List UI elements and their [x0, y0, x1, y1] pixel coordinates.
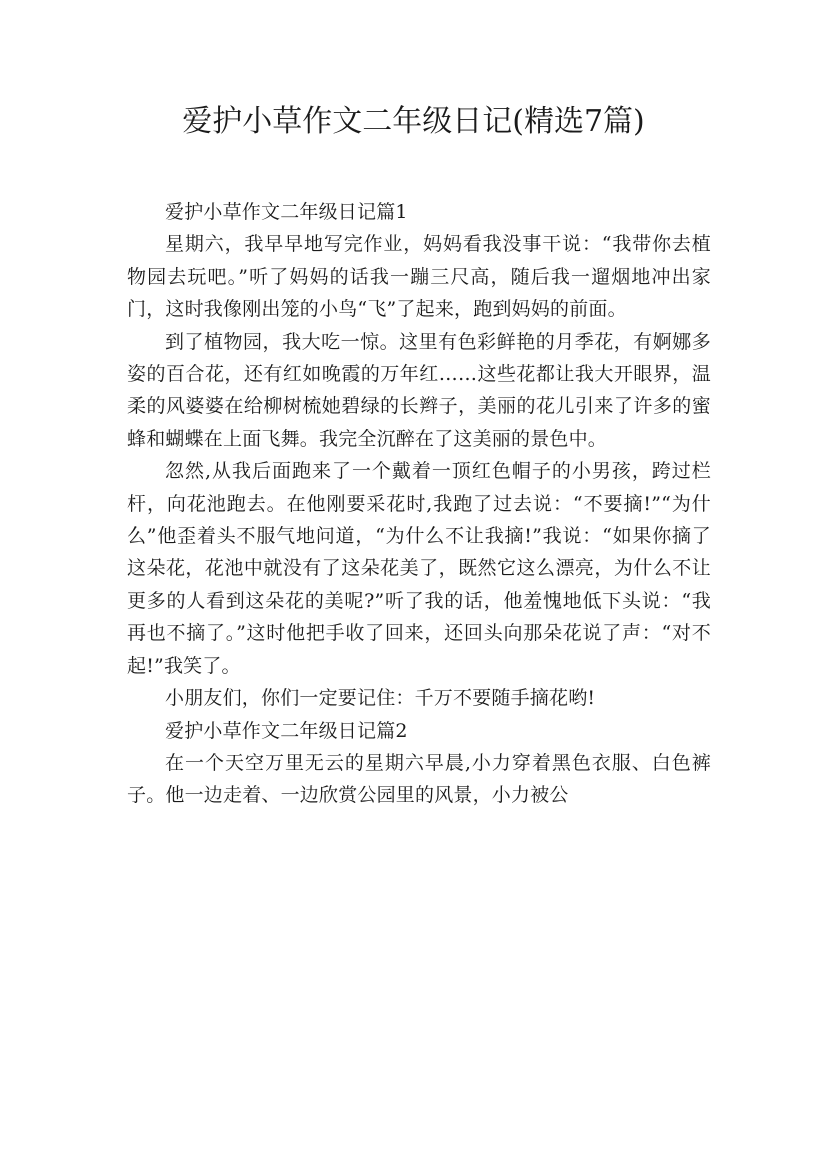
document-body — [127, 196, 711, 812]
paragraph: 到了植物园，我大吃一惊。这里有色彩鲜艳的月季花，有婀娜多姿的百合花，还有红如晚霞的万年红……这些花都让我大开眼界，温柔的风婆婆在给柳树梳她碧绿的长辫子，美丽的花儿引来了许多的蜜蜂和蝴蝶在上面飞舞。我完全沉醉在了这美丽的景色中。 — [127, 330, 711, 450]
paragraph: 忽然,从我后面跑来了一个戴着一顶红色帽子的小男孩，跨过栏杆，向花池跑去。在他刚要采花时,我跑了过去说：“不要摘!”“为什么”他歪着头不服气地问道，“为什么不让我摘!”我说：“如果你摘了这朵花，花池中就没有了这朵花美了，既然它这么漂亮，为什么不让更多的人看到这朵花的美呢?”听了我的话，他羞愧地低下头说：“我再也不摘了。”这时他把手收了回来，还回头向那朵花说了声：“对不起!”我笑了。 — [127, 460, 711, 677]
paragraph: 在一个天空万里无云的星期六早晨,小力穿着黑色衣服、白色裤子。他一边走着、一边欣赏公园里的风景，小力被公 — [127, 751, 711, 807]
paragraph: 星期六，我早早地写完作业，妈妈看我没事干说：“我带你去植物园去玩吧。”听了妈妈的话我一蹦三尺高，随后我一遛烟地冲出家门，这时我像刚出笼的小鸟“飞”了起来，跑到妈妈的前面。 — [127, 233, 711, 321]
paragraph: 小朋友们，你们一定要记住：千万不要随手摘花哟! — [165, 687, 596, 710]
document-title: 爱护小草作文二年级日记(精选7篇) — [182, 104, 645, 139]
section-heading: 爱护小草作文二年级日记篇2 — [165, 719, 408, 742]
section-heading: 爱护小草作文二年级日记篇1 — [165, 201, 408, 223]
